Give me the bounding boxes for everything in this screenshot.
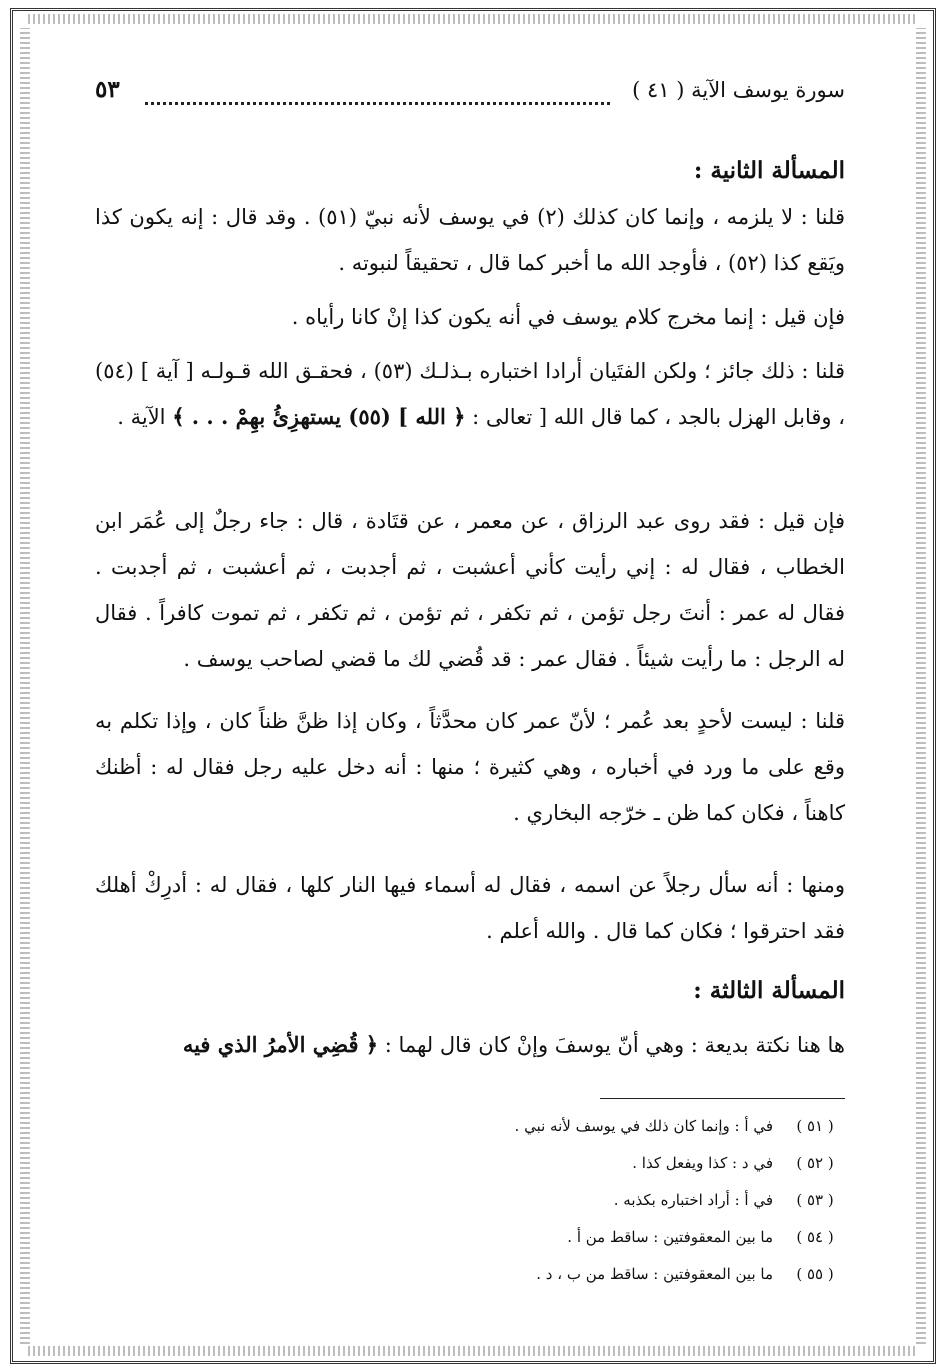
running-title: سورة يوسف الآية ( ٤١ ): [632, 78, 845, 102]
paragraph-3: [95, 348, 845, 440]
footnote: [95, 1182, 845, 1219]
paragraph-3-end: الآية .: [117, 405, 173, 429]
paragraph-3-start: قلنا : ذلك جائز ؛ ولكن الفتَيان أرادا اختباره بـذلـك (٥٣) ، فحقـق الله قـولـه [ آية ] (٥٤) ، وقابل الهزل بالجد ، كما قال الله [ تعالى :: [95, 359, 846, 429]
footnote-text: ما بين المعقوفتين : ساقط من أ .: [567, 1228, 773, 1246]
footnotes: [95, 1108, 845, 1293]
ornament-border-left: [20, 28, 30, 1344]
footnote-number: ( ٥٢ ): [796, 1154, 834, 1172]
footnote: [95, 1145, 845, 1182]
ornament-border-right: [916, 28, 926, 1344]
footnote: [95, 1219, 845, 1256]
footnote-text: في أ : وإنما كان ذلك في يوسف لأنه نبي .: [514, 1117, 773, 1135]
paragraph-7: [95, 1022, 845, 1068]
ornament-border-bottom: [28, 1346, 918, 1356]
quran-quote: ﴿ الله ] (٥٥) يستهزِئُ بهِمْ . . . ﴾: [172, 404, 466, 429]
paragraph-4: فإن قيل : فقد روى عبد الرزاق ، عن معمر ، عن قتَادة ، قال : جاء رجلٌ إلى عُمَر ابن الخطاب ، فقال له : إني رأيت كأني أعشبت ، ثم أجدبت ، ثم أعشبت ، ثم أجدبت . فقال له عمر : أنتَ رجل تؤمن ، ثم تكفر ، ثم تؤمن ، ثم تكفر ، ثم تموت كافراً . فقال له الرجل : ما رأيت شيئاً . فقال عمر : قد قُضي لك ما قضي لصاحب يوسف .: [95, 509, 845, 671]
section-heading-third: المسألة الثالثة :: [693, 977, 845, 1004]
footnote-text: في د : كذا ويفعل كذا .: [632, 1154, 773, 1172]
footnote: [95, 1256, 845, 1293]
footnote: [95, 1108, 845, 1145]
footnote-number: ( ٥٤ ): [796, 1228, 834, 1246]
paragraph-6: ومنها : أنه سأل رجلاً عن اسمه ، فقال له أسماء فيها النار كلها ، فقال له : أدرِكْ أهلك فقد احترقوا ؛ فكان كما قال . والله أعلم .: [95, 873, 845, 943]
paragraph-1: قلنا : لا يلزمه ، وإنما كان كذلك (٢) في يوسف لأنه نبيّ (٥١) . وقد قال : إنه يكون كذا ويَقع كذا (٥٢) ، فأوجد الله ما أخبر كما قال ، تحقيقاً لنبوته .: [95, 205, 845, 275]
ornament-border-top: [28, 14, 918, 24]
section-heading-second: المسألة الثانية :: [693, 157, 845, 184]
paragraph-5: قلنا : ليست لأحدٍ بعد عُمر ؛ لأنّ عمر كان محدَّثاً ، وكان إذا ظنَّ ظناً كان ، وإذا تكلم به وقع على ما ورد في أخباره ، وهي كثيرة ؛ منها : أنه دخل عليه رجل فقال له : أظنك كاهناً ، فكان كما ظن ـ خرّجه البخاري .: [95, 709, 845, 825]
footnote-number: ( ٥٣ ): [796, 1191, 834, 1209]
paragraph-2: فإن قيل : إنما مخرج كلام يوسف في أنه يكون كذا إنْ كانا رأياه .: [291, 305, 845, 329]
leader-dots: [145, 82, 610, 105]
page-number: ٥٣: [95, 76, 120, 103]
quran-quote-2: ﴿ قُضِي الأمرُ الذي فيه: [182, 1032, 379, 1057]
footnote-number: ( ٥١ ): [796, 1117, 834, 1135]
running-header: [95, 74, 845, 114]
footnote-number: ( ٥٥ ): [796, 1265, 834, 1283]
footnote-text: في أ : أراد اختباره بكذبه .: [613, 1191, 773, 1209]
footnote-text: ما بين المعقوفتين : ساقط من ب ، د .: [536, 1265, 773, 1283]
paragraph-7-start: ها هنا نكتة بديعة : وهي أنّ يوسفَ وإنْ كان قال لهما :: [378, 1033, 845, 1057]
footnote-separator: [600, 1098, 845, 1099]
